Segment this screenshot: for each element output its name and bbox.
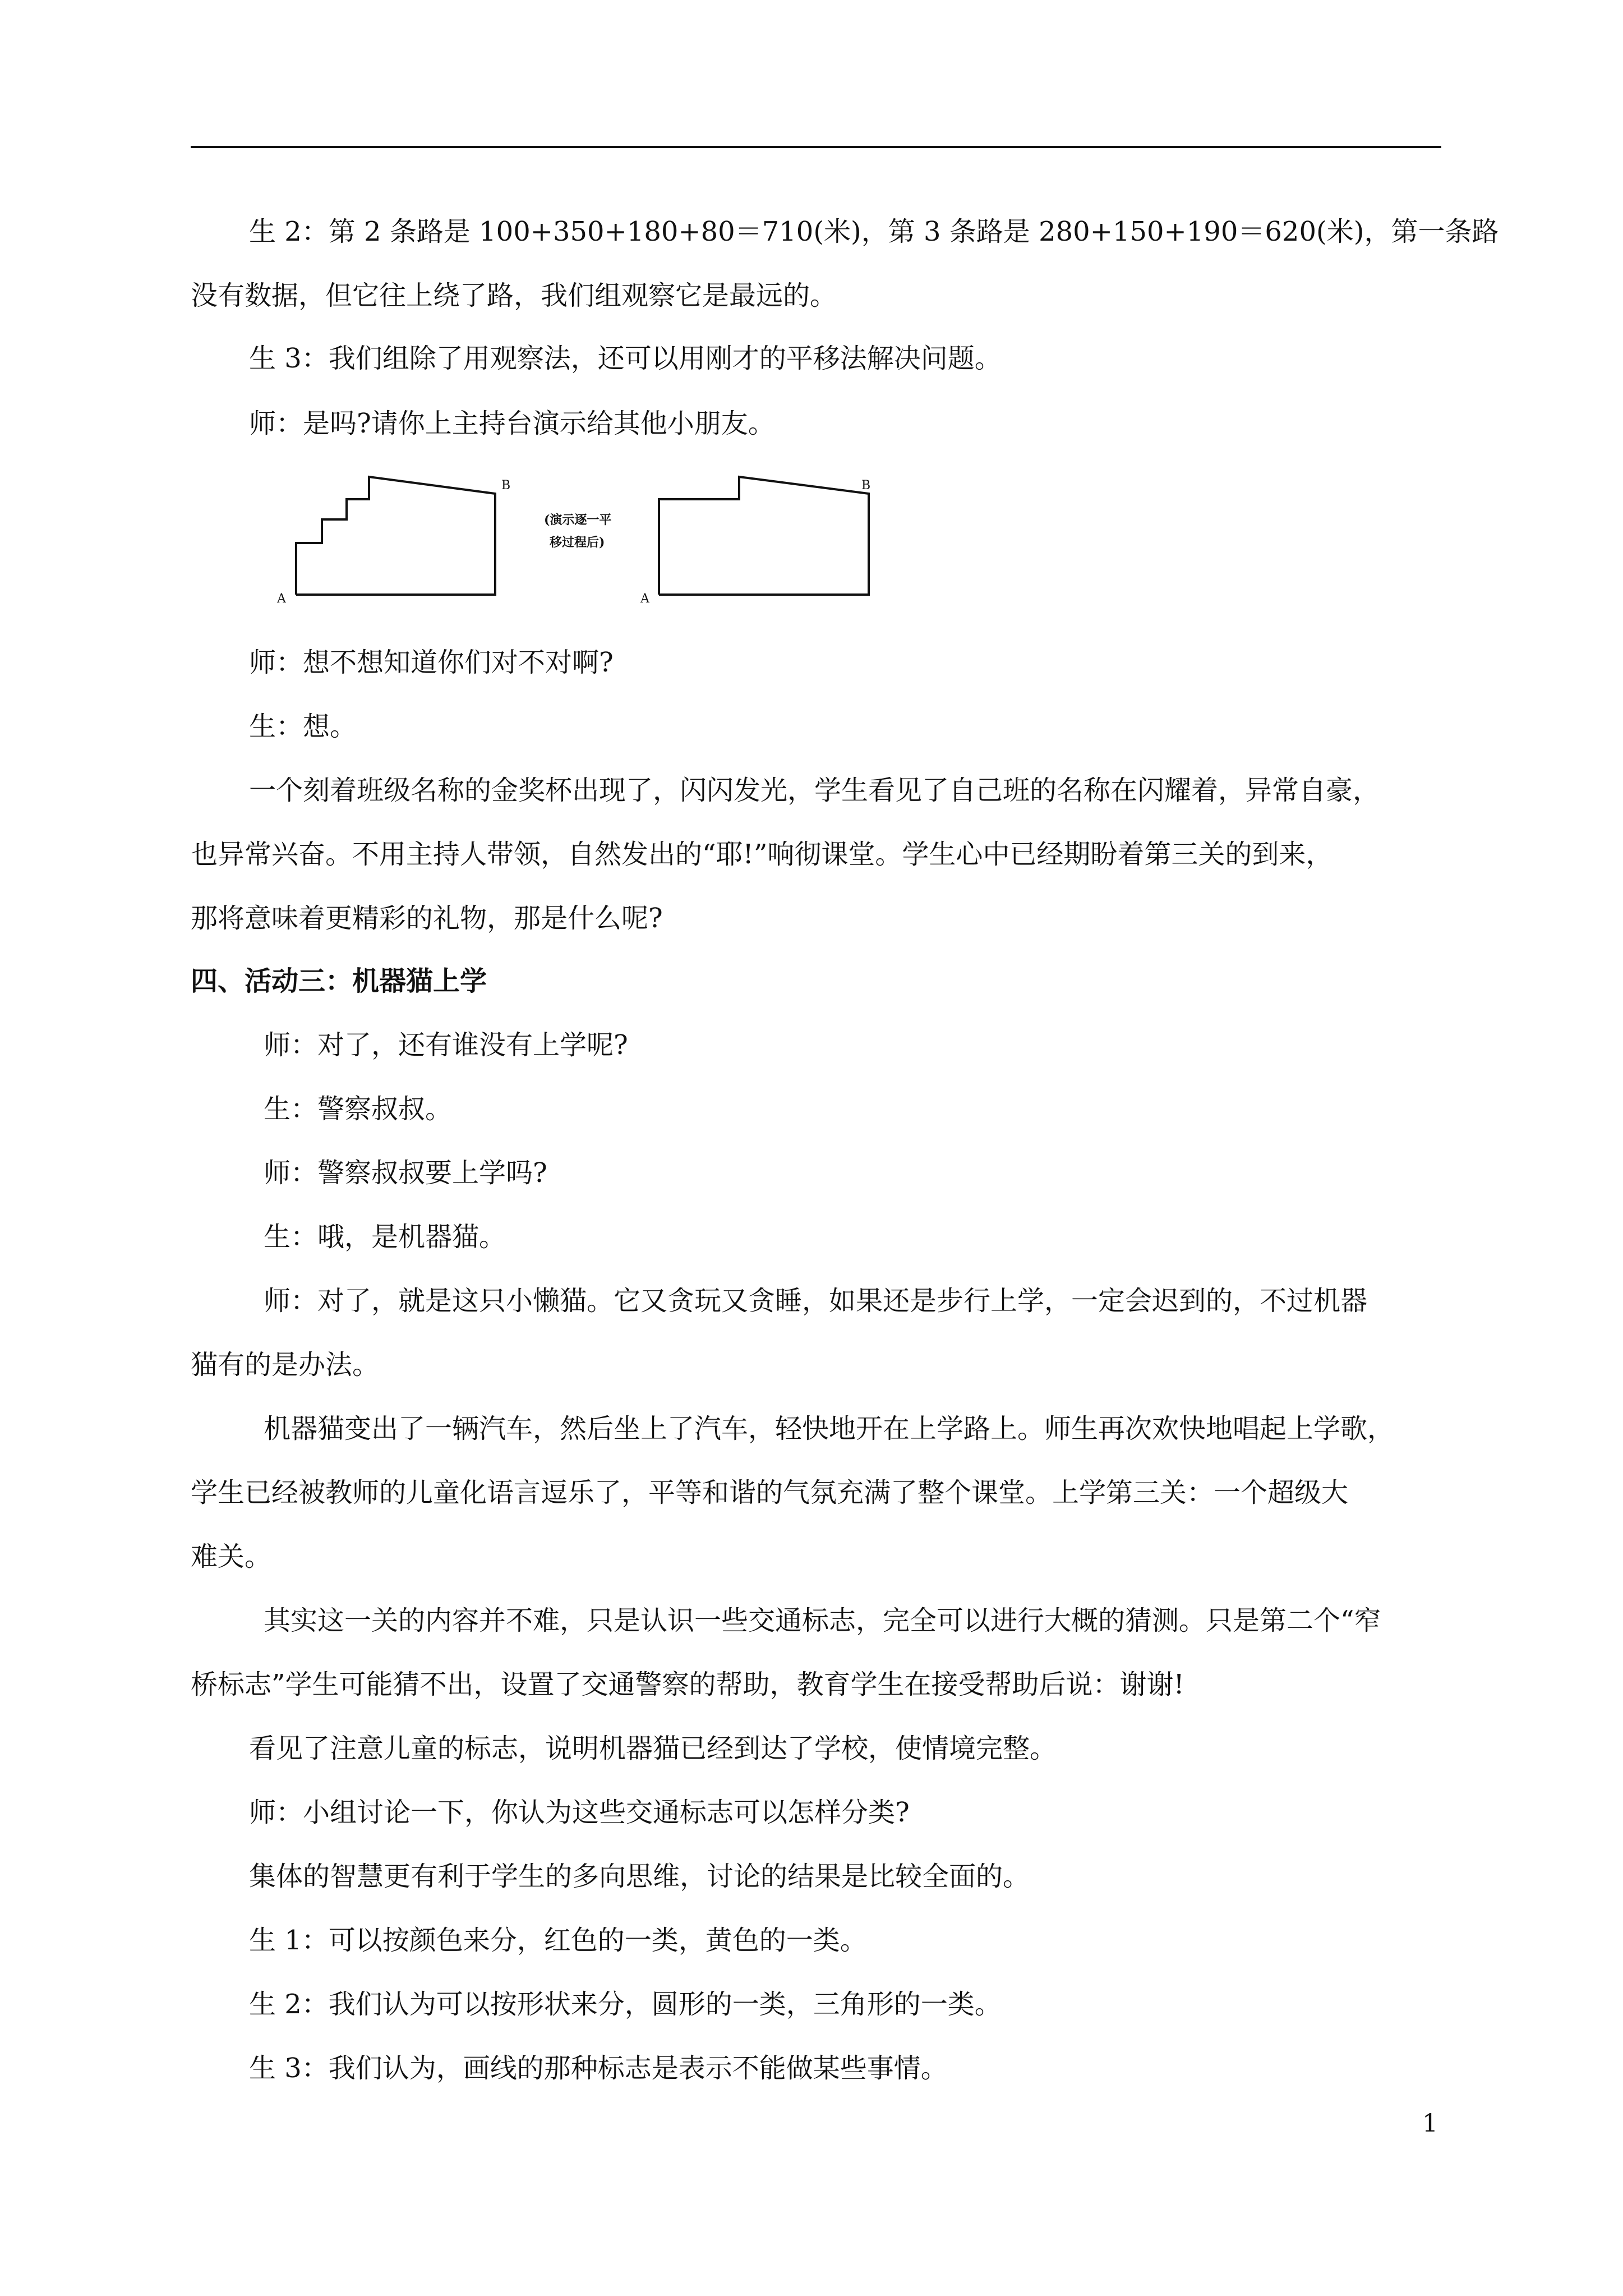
figure-svg	[269, 466, 897, 611]
paragraph-line: 师：对了，就是这只小懒猫。它又贪玩又贪睡，如果还是步行上学，一定会迟到的，不过机器	[264, 1285, 1368, 1317]
paragraph-line: 生：警察叔叔。	[264, 1093, 453, 1125]
translation-figure	[269, 466, 897, 611]
figure-caption-line2: 移过程后)	[550, 535, 605, 550]
left-staircase-path	[296, 477, 495, 595]
paragraph-line: 师：是吗?请你上主持台演示给其他小朋友。	[249, 408, 775, 439]
paragraph-line: 生 2：第 2 条路是 100+350+180+80＝710(米)，第 3 条路是 280+150+190＝620(米)，第一条路	[249, 216, 1499, 247]
paragraph-line: 生 2：我们认为可以按形状来分，圆形的一类，三角形的一类。	[249, 1989, 1002, 2020]
left-point-a: A	[277, 592, 286, 606]
right-translated-path	[659, 477, 869, 595]
paragraph-line: 生 3：我们组除了用观察法，还可以用刚才的平移法解决问题。	[249, 343, 1002, 374]
right-point-a: A	[640, 592, 649, 606]
paragraph-line: 桥标志”学生可能猜不出，设置了交通警察的帮助，教育学生在接受帮助后说：谢谢!	[191, 1669, 1184, 1700]
paragraph-line: 机器猫变出了一辆汽车，然后坐上了汽车，轻快地开在上学路上。师生再次欢快地唱起上学歌，	[264, 1413, 1395, 1444]
paragraph-line: 师：警察叔叔要上学吗?	[264, 1157, 547, 1189]
section-heading: 四、活动三：机器猫上学	[191, 965, 487, 997]
paragraph-line: 也异常兴奋。不用主持人带领，自然发出的“耶!”响彻课堂。学生心中已经期盼着第三关的到来，	[191, 839, 1333, 870]
right-point-b: B	[861, 478, 871, 493]
paragraph-line: 生 3：我们认为，画线的那种标志是表示不能做某些事情。	[249, 2053, 948, 2084]
header-rule	[191, 146, 1441, 148]
figure-caption-line1: (演示逐一平	[544, 513, 612, 527]
paragraph-line: 猫有的是办法。	[191, 1349, 380, 1381]
paragraph-line: 难关。	[191, 1541, 272, 1572]
paragraph-line: 没有数据，但它往上绕了路，我们组观察它是最远的。	[191, 280, 837, 311]
paragraph-line: 生：哦，是机器猫。	[264, 1221, 506, 1253]
paragraph-line: 师：想不想知道你们对不对啊?	[249, 647, 614, 678]
left-point-b: B	[501, 478, 511, 493]
paragraph-line: 那将意味着更精彩的礼物，那是什么呢?	[191, 903, 663, 934]
paragraph-line: 生 1：可以按颜色来分，红色的一类，黄色的一类。	[249, 1925, 867, 1956]
page-number: 1	[1422, 2109, 1438, 2138]
paragraph-line: 一个刻着班级名称的金奖杯出现了，闪闪发光，学生看见了自己班的名称在闪耀着，异常自豪，	[249, 775, 1380, 806]
paragraph-line: 生：想。	[249, 711, 357, 742]
paragraph-line: 看见了注意儿童的标志，说明机器猫已经到达了学校，使情境完整。	[249, 1733, 1057, 1764]
paragraph-line: 师：对了，还有谁没有上学呢?	[264, 1029, 628, 1061]
paragraph-line: 学生已经被教师的儿童化语言逗乐了，平等和谐的气氛充满了整个课堂。上学第三关：一个超级大	[191, 1477, 1349, 1508]
paragraph-line: 其实这一关的内容并不难，只是认识一些交通标志，完全可以进行大概的猜测。只是第二个“窄	[264, 1605, 1381, 1636]
paragraph-line: 集体的智慧更有利于学生的多向思维，讨论的结果是比较全面的。	[249, 1861, 1030, 1892]
paragraph-line: 师：小组讨论一下，你认为这些交通标志可以怎样分类?	[249, 1797, 910, 1828]
